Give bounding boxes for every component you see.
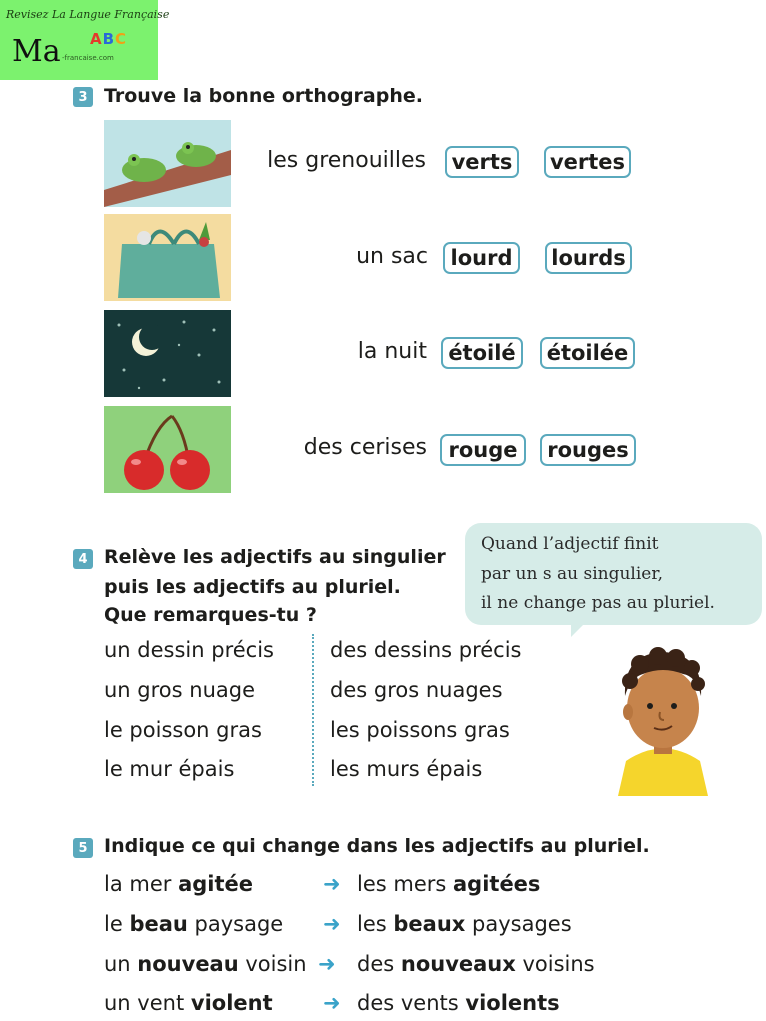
- exercise-3-number: 3: [73, 87, 93, 107]
- exercise-5-title: Indique ce qui change dans les adjectifs au pluriel.: [104, 835, 650, 857]
- option-rouge[interactable]: rouge: [440, 434, 526, 466]
- ex5-left-2: le beau paysage: [104, 912, 284, 936]
- singular-item-1: un dessin précis: [104, 638, 274, 662]
- ex5-right-1: les mers agitées: [357, 872, 541, 896]
- frogs-image: [104, 120, 231, 207]
- ex5-left-4: un vent violent: [104, 991, 273, 1015]
- bag-image: [104, 214, 231, 301]
- bubble-line-1: Quand l’adjectif finit: [481, 534, 659, 554]
- logo-subtext: -francaise.com: [62, 54, 114, 62]
- exercise-4-number: 4: [73, 549, 93, 569]
- bubble-line-2: par un s au singulier,: [481, 564, 664, 584]
- cherries-image: [104, 406, 231, 493]
- option-vertes[interactable]: vertes: [544, 146, 631, 178]
- arrow-right-icon: ➜: [323, 872, 341, 896]
- option-etoile[interactable]: étoilé: [441, 337, 523, 369]
- phrase-1: les grenouilles: [267, 148, 426, 173]
- speech-bubble-tail: [571, 615, 593, 637]
- exercise-4-title-line-1: Relève les adjectifs au singulier: [104, 546, 446, 568]
- ex5-left-1: la mer agitée: [104, 872, 254, 896]
- ex5-right-3: des nouveaux voisins: [357, 952, 595, 976]
- site-logo: [0, 0, 170, 80]
- boy-illustration: [608, 636, 718, 796]
- logo-letters: ABC: [90, 30, 128, 48]
- option-rouges[interactable]: rouges: [540, 434, 636, 466]
- ex5-right-4: des vents violents: [357, 991, 560, 1015]
- option-etoilee[interactable]: étoilée: [540, 337, 635, 369]
- arrow-right-icon: ➜: [323, 912, 341, 936]
- plural-item-1: des dessins précis: [330, 638, 522, 662]
- option-lourd[interactable]: lourd: [443, 242, 520, 274]
- ex5-right-2: les beaux paysages: [357, 912, 572, 936]
- logo-tagline: Revisez La Langue Française: [6, 8, 170, 21]
- phrase-3: la nuit: [357, 339, 427, 364]
- logo-name: Ma: [12, 34, 61, 69]
- singular-item-4: le mur épais: [104, 757, 235, 781]
- option-lourds[interactable]: lourds: [545, 242, 632, 274]
- column-divider: [312, 634, 314, 786]
- exercise-5-number: 5: [73, 838, 93, 858]
- plural-item-4: les murs épais: [330, 757, 483, 781]
- arrow-right-icon: ➜: [318, 952, 336, 976]
- exercise-4-title-line-2: puis les adjectifs au pluriel.: [104, 576, 401, 598]
- option-verts[interactable]: verts: [445, 146, 519, 178]
- arrow-right-icon: ➜: [323, 991, 341, 1015]
- phrase-4: des cerises: [303, 435, 427, 460]
- exercise-3-title: Trouve la bonne orthographe.: [104, 85, 423, 107]
- bubble-line-3: il ne change pas au pluriel.: [481, 593, 715, 613]
- exercise-4-title-line-3: Que remarques-tu ?: [104, 604, 317, 626]
- singular-item-3: le poisson gras: [104, 718, 262, 742]
- singular-item-2: un gros nuage: [104, 678, 255, 702]
- plural-item-2: des gros nuages: [330, 678, 503, 702]
- speech-bubble: [465, 523, 762, 625]
- night-sky-image: [104, 310, 231, 397]
- plural-item-3: les poissons gras: [330, 718, 510, 742]
- ex5-left-3: un nouveau voisin: [104, 952, 307, 976]
- phrase-2: un sac: [356, 244, 428, 269]
